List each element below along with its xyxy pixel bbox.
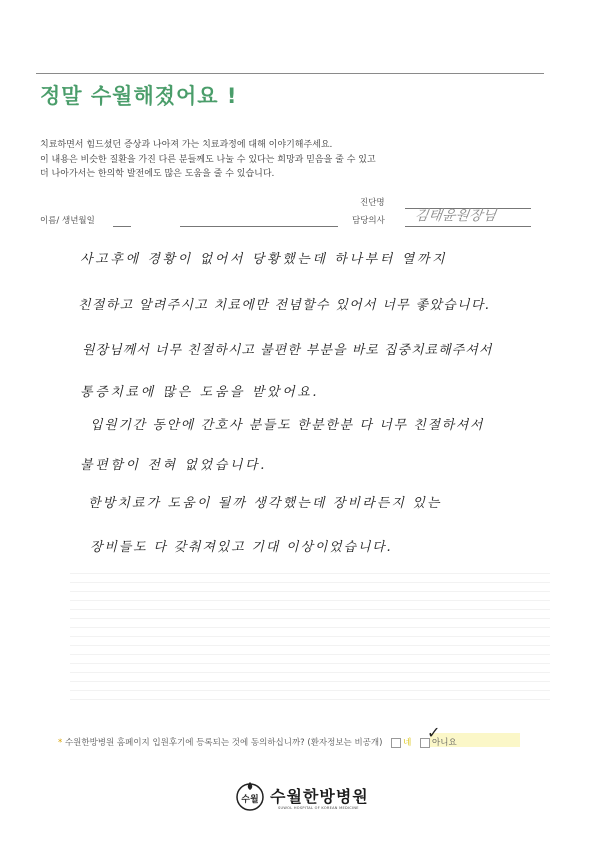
handwritten-line: 통증치료에 많은 도움을 받았어요. [80,385,320,400]
name-birthdate-label: 이름/ 생년월일 [40,216,95,226]
logo-name: 수월한방병원 [270,787,369,806]
consent-text: 수원한방병원 홈페이지 입원후기에 등록되는 것에 동의하십니까? (환자정보는 비공개) [64,738,383,748]
consent-question [58,736,457,748]
hospital-logo [234,780,374,826]
doctor-value: 김태윤원장님 [413,208,498,224]
scan-texture [70,570,550,700]
yes-checkbox[interactable] [391,738,401,748]
consent-star: * [58,738,63,748]
logo-emblem-icon [234,780,266,812]
handwritten-line: 불편함이 전혀 없었습니다. [80,458,267,473]
page-title: 정말 수월해졌어요 ! [40,84,238,108]
handwritten-line: 장비들도 다 갖춰져있고 기대 이상이었습니다. [90,540,393,555]
diagnosis-label: 진단명 [360,198,385,208]
handwritten-line: 입원기간 동안에 간호사 분들도 한분한분 다 너무 친절하셔서 [90,418,485,433]
handwritten-line: 원장님께서 너무 친절하시고 불편한 부분을 바로 집중치료해주셔서 [82,343,493,358]
intro-line: 더 나아가서는 한의학 발전에도 많은 도움을 줄 수 있습니다. [40,169,275,179]
handwritten-line: 사고후에 경황이 없어서 당황했는데 하나부터 열까지 [80,252,448,267]
handwritten-line: 친절하고 알려주시고 치료에만 전념할수 있어서 너무 좋았습니다. [78,298,491,313]
doctor-label: 담당의사 [352,216,385,226]
checkmark-icon: ✓ [427,723,441,742]
logo-subtitle: SUWOL HOSPITAL OF KOREAN MEDICINE [278,806,359,810]
yes-label[interactable]: 네 [403,738,412,748]
logo-mark-text: 수월 [241,795,259,805]
intro-line: 치료하면서 힘드셨던 증상과 나아져 가는 치료과정에 대해 이야기해주세요. [40,140,333,150]
intro-line: 이 내용은 비슷한 질환을 가진 다른 분들께도 나눌 수 있다는 희망과 믿음을 줄 수 있고 [40,154,376,165]
handwritten-line: 한방치료가 도움이 될까 생각했는데 장비라든지 있는 [88,496,442,511]
no-label[interactable]: 아니요 [432,738,457,748]
